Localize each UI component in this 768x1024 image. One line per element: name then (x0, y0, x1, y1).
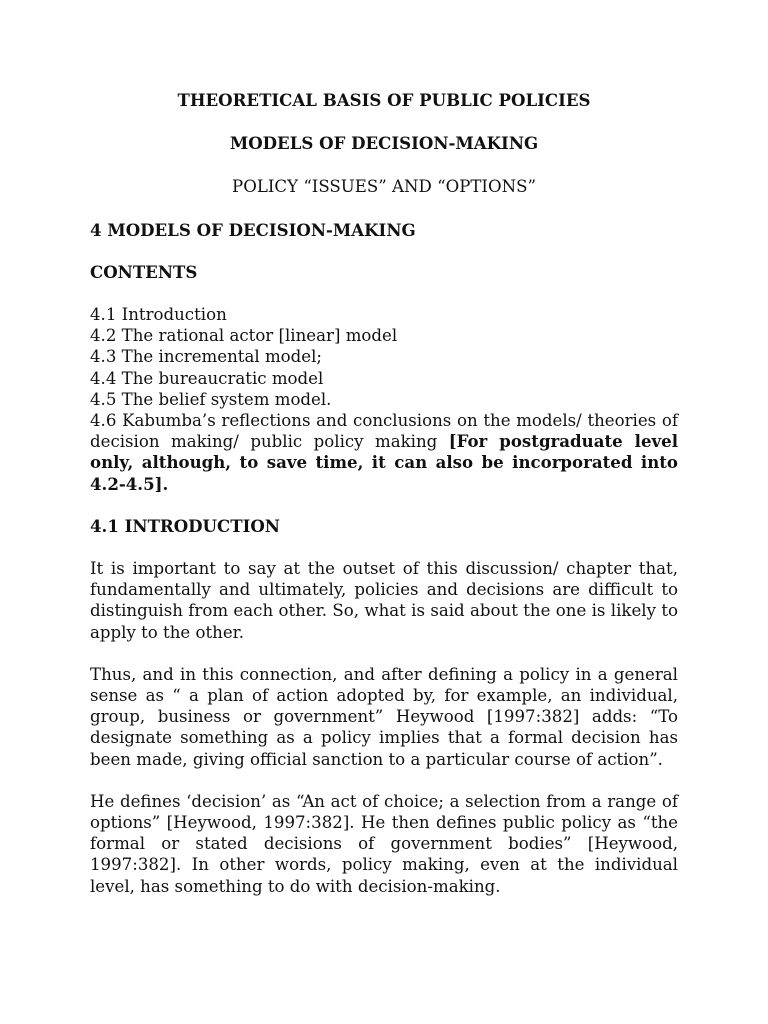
chapter-heading: 4 MODELS OF DECISION-MAKING (90, 219, 416, 240)
document-subheading: POLICY “ISSUES” AND “OPTIONS” (232, 177, 536, 197)
paragraph: He defines ‘decision’ as “An act of choice; a selection from a range of options” [Heywood, 1997:382]. He then defines public policy as “the formal or stated decisions of government bodies” [Heywood, 1997:382]. In other words, policy making, even at the individual level, has something to do with decision-making. (90, 791, 678, 896)
contents-item: 4.4 The bureaucratic model (90, 368, 324, 388)
contents-heading: CONTENTS (90, 261, 198, 282)
contents-item: 4.1 Introduction (90, 305, 227, 325)
contents-item-reflections (90, 410, 678, 495)
document-body (90, 90, 678, 897)
contents-item-reflections-note: [For postgraduate level only, although, to save time, it can also be incorporated into 4.2-4.5]. (90, 431, 679, 494)
section-heading-introduction: 4.1 INTRODUCTION (90, 515, 280, 536)
paragraph: It is important to say at the outset of this discussion/ chapter that, fundamentally and ultimately, policies and decisions are difficult to distinguish from each other. So, what is said about the one is likely to apply to the other. (90, 559, 678, 642)
paragraph: Thus, and in this connection, and after defining a policy in a general sense as “ a plan of action adopted by, for example, an individual, group, business or government” Heywood [1997:382] adds: “To designate something as a policy implies that a formal decision has been made, giving official sanction to a particular course of action”. (90, 664, 678, 769)
contents-list (90, 304, 678, 495)
contents-item: 4.3 The incremental model; (90, 347, 323, 367)
document-title: THEORETICAL BASIS OF PUBLIC POLICIES (177, 90, 591, 110)
contents-item: 4.5 The belief system model. (90, 389, 332, 409)
contents-item-reflections-text: 4.6 Kabumba’s reflections and conclusions on the models/ theories of decision making/ public policy making (90, 411, 678, 452)
document-subtitle: MODELS OF DECISION-MAKING (229, 133, 539, 154)
contents-item: 4.2 The rational actor [linear] model (90, 326, 398, 346)
